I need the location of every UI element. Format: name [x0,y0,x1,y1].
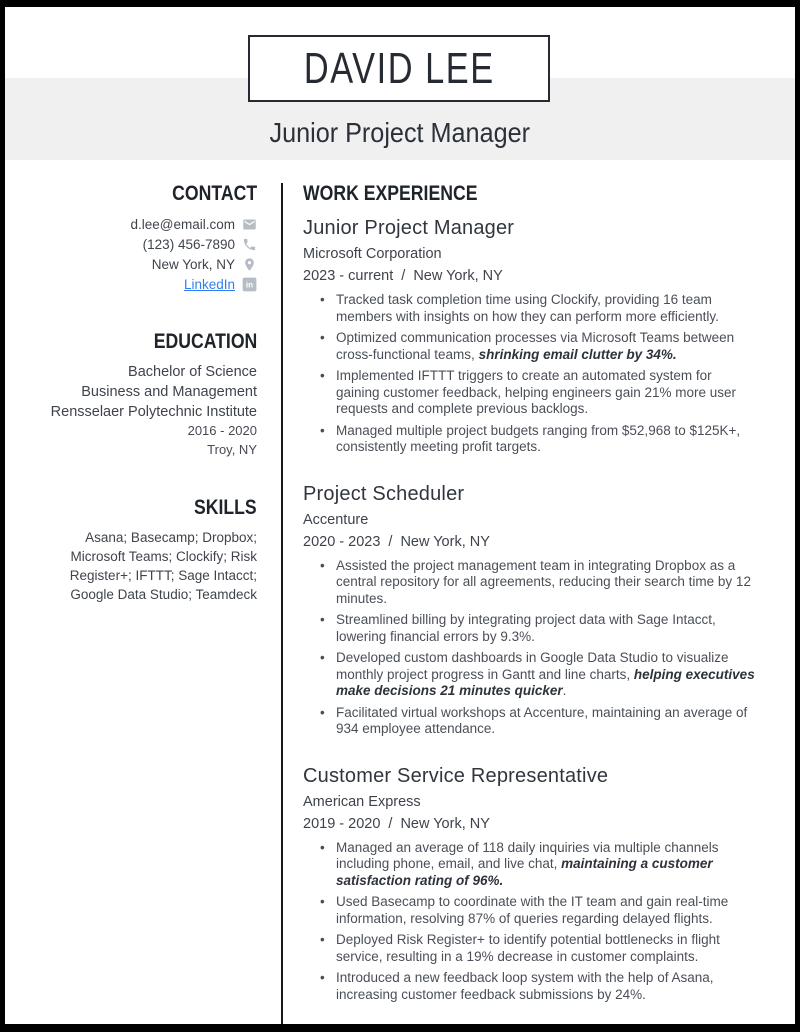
job-dates: 2019 - 2020 [303,815,381,832]
education-heading: EDUCATION [153,330,257,353]
bullet-item [320,612,757,645]
contact-text: (123) 456-7890 [142,236,235,252]
bullet-marker: • [320,704,325,720]
jobs-container [303,216,757,1003]
bullet-text: Facilitated virtual workshops at Accenture, maintaining an average of 934 employee attendance. [336,704,748,736]
resume-header [5,7,795,160]
job-section [303,482,757,738]
work-experience-heading: WORK EXPERIENCE [303,182,478,205]
education-section [15,331,257,459]
contact-item [15,254,257,274]
candidate-name: DAVID LEE [303,43,495,93]
education-list [45,362,257,459]
bullet-list [320,840,757,1004]
job-location: New York, NY [400,815,490,832]
bullet-marker: • [320,368,325,383]
bullet-text: Managed an average of 118 daily inquiries via multiple channels including phone, email, and live chat, maintaining a customer satisfaction rating of 96%. [336,839,719,888]
name-box [248,35,550,102]
bullet-marker: • [320,650,325,665]
main-column [281,160,795,1032]
bullet-item [320,840,757,890]
resume-body [5,160,795,1032]
bullet-item [320,292,757,325]
linkedin-icon [242,277,257,292]
education-line: 2016 - 2020 [187,423,257,438]
contact-item [15,234,257,254]
job-title: Junior Project Manager [303,217,515,239]
bullet-text: Introduced a new feedback loop system with the help of Asana, increasing customer feedback submissions by 24%. [336,970,714,1002]
contact-heading: CONTACT [172,182,257,205]
location-icon [242,257,257,272]
job-company: Microsoft Corporation [303,246,442,262]
job-dateline [303,267,757,285]
education-line: Bachelor of Science [128,364,257,380]
contact-item [15,274,257,294]
bullet-text: Streamlined billing by integrating project data with Sage Intacct, lowering financial errors by 9.3%. [336,612,716,644]
contact-text: d.lee@email.com [130,216,235,232]
job-dates: 2023 - current [303,268,394,284]
bullet-text: Optimized communication processes via Microsoft Teams between cross-functional teams, shrinking email clutter by 34%. [336,330,735,362]
bullet-list [320,292,757,456]
contact-list [15,214,257,294]
bullet-item [320,368,757,418]
job-company: American Express [303,793,421,810]
bullet-marker: • [320,557,325,573]
job-company: Accenture [303,511,369,528]
bullet-marker: • [320,839,325,855]
bullet-text: Used Basecamp to coordinate with the IT team and gain real-time information, resolving 87% of queries regarding delayed flights. [336,894,729,926]
contact-item [15,214,257,234]
education-line: Troy, NY [207,441,257,457]
bullet-marker: • [320,422,325,438]
bullet-item [320,932,757,965]
phone-icon [242,237,257,252]
bullet-marker: • [320,612,325,627]
email-icon [242,217,257,232]
bullet-marker: • [320,292,325,307]
bullet-item [320,330,757,363]
sidebar [5,160,281,1032]
bullet-item [320,705,757,738]
date-location-separator: / [388,815,393,832]
job-dateline [303,815,757,833]
bullet-item [320,894,757,927]
bullet-text: Developed custom dashboards in Google Data Studio to visualize monthly project progress in Gantt and line charts, helping executives make decisions 21 minutes quicker. [336,650,755,698]
job-location: New York, NY [413,268,503,284]
bullet-text: Tracked task completion time using Clockify, providing 16 team members with insights on how they can perform more efficiently. [336,292,719,324]
job-dateline [303,533,757,551]
bullet-marker: • [320,894,325,909]
bullet-item [320,558,757,608]
bullet-item [320,650,757,700]
contact-section [15,183,257,294]
column-divider [281,183,283,1024]
bullet-text: Managed multiple project budgets ranging from $52,968 to $125K+, consistently meeting profit targets. [336,422,741,454]
skills-heading: SKILLS [194,496,257,519]
date-location-separator: / [401,268,406,284]
bullet-item [320,970,757,1003]
job-dates: 2020 - 2023 [303,533,381,550]
job-section [303,216,757,456]
bullet-text: Implemented IFTTT triggers to create an automated system for gaining customer feedback, helping engineers gain 21% more user requests and complete previous backlogs. [336,368,736,416]
education-line: Rensselaer Polytechnic Institute [50,404,257,420]
education-line: Business and Management [81,384,257,400]
resume-job-title: Junior Project Manager [269,117,531,148]
linkedin-link[interactable]: LinkedIn [183,276,235,292]
date-location-separator: / [388,533,393,550]
contact-text: New York, NY [151,256,235,272]
skills-text: Asana; Basecamp; Dropbox; Microsoft Teams; Clockify; Risk Register+; IFTTT; Sage Intacct; Google Data Studio; Teamdeck [69,530,257,602]
job-location: New York, NY [400,533,490,550]
bullet-text: Deployed Risk Register+ to identify potential bottlenecks in flight service, resulting in a 19% decrease in customer complaints. [336,932,720,964]
svg-text:in: in [245,280,254,290]
bullet-item [320,423,757,456]
bullet-marker: • [320,330,325,345]
bullet-list [320,558,757,738]
bullet-text: Assisted the project management team in integrating Dropbox as a central repository for all agreements, reducing their search time by 12 minutes. [336,557,751,606]
job-section [303,764,757,1004]
skills-section [15,497,257,604]
bullet-marker: • [320,970,325,985]
bullet-marker: • [320,932,325,947]
job-title: Customer Service Representative [303,764,609,787]
job-title: Project Scheduler [303,482,465,505]
